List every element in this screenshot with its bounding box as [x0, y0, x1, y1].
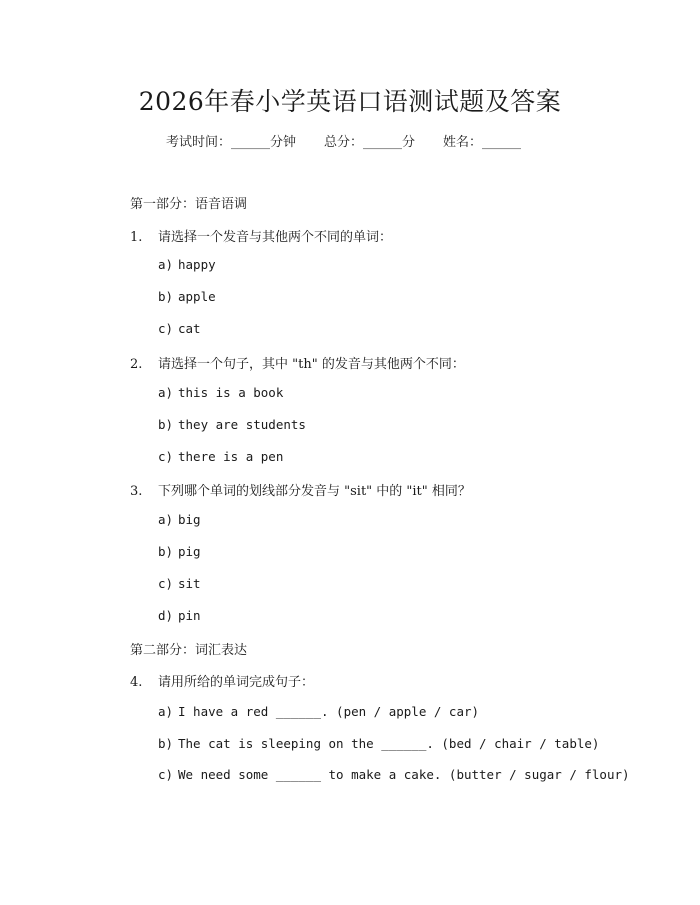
option-text: pin: [178, 608, 201, 623]
answer-option: [158, 736, 599, 751]
question: [130, 480, 471, 499]
answer-option: [158, 257, 216, 272]
option-text: this is a book: [178, 385, 284, 400]
question-number: 1.: [130, 230, 143, 245]
answer-option: [158, 417, 306, 432]
option-label: b): [158, 544, 174, 559]
answer-option: [158, 321, 201, 336]
answer-option: [158, 544, 201, 559]
answer-option: [158, 449, 283, 464]
option-label: a): [158, 385, 174, 400]
exam-meta: [166, 131, 521, 150]
option-text: apple: [178, 289, 216, 304]
question-text: 请选择一个发音与其他两个不同的单词：: [158, 230, 393, 245]
option-text: pig: [178, 544, 201, 559]
option-label: c): [158, 321, 174, 336]
exam-time-label: 考试时间：______分钟: [166, 135, 297, 150]
option-text: happy: [178, 257, 216, 272]
question-number: 4.: [130, 675, 143, 690]
option-label: d): [158, 608, 174, 623]
total-score-label: 总分：______分: [324, 135, 416, 150]
option-label: b): [158, 736, 174, 751]
section-heading: 第一部分：语音语调: [130, 197, 248, 212]
option-label: a): [158, 512, 174, 527]
page-title: 2026年春小学英语口语测试题及答案: [138, 87, 562, 116]
option-text: there is a pen: [178, 449, 284, 464]
option-label: c): [158, 576, 174, 591]
option-label: b): [158, 417, 174, 432]
answer-option: [158, 767, 630, 782]
answer-option: [158, 385, 283, 400]
option-label: a): [158, 257, 174, 272]
question-number: 3.: [130, 484, 143, 499]
question-text: 请选择一个句子，其中 "th" 的发音与其他两个不同：: [158, 357, 465, 372]
question: [130, 226, 392, 245]
answer-option: [158, 704, 479, 719]
option-text: I have a red ______. (pen / apple / car): [178, 704, 480, 719]
name-label: 姓名：______: [443, 135, 522, 150]
option-text: big: [178, 512, 201, 527]
answer-option: [158, 289, 216, 304]
question: [130, 671, 314, 690]
option-label: c): [158, 449, 174, 464]
answer-option: [158, 576, 201, 591]
question-text: 下列哪个单词的划线部分发音与 "sit" 中的 "it" 相同？: [158, 484, 471, 499]
option-label: c): [158, 767, 174, 782]
section-heading: 第二部分：词汇表达: [130, 643, 248, 658]
option-text: cat: [178, 321, 201, 336]
question-text: 请用所给的单词完成句子：: [158, 675, 315, 690]
option-text: We need some ______ to make a cake. (butter / sugar / flour): [178, 767, 630, 782]
answer-option: [158, 512, 201, 527]
question: [130, 353, 465, 372]
option-text: The cat is sleeping on the ______. (bed / chair / table): [178, 736, 600, 751]
option-label: a): [158, 704, 174, 719]
question-number: 2.: [130, 357, 143, 372]
answer-option: [158, 608, 201, 623]
option-text: they are students: [178, 417, 306, 432]
option-label: b): [158, 289, 174, 304]
option-text: sit: [178, 576, 201, 591]
